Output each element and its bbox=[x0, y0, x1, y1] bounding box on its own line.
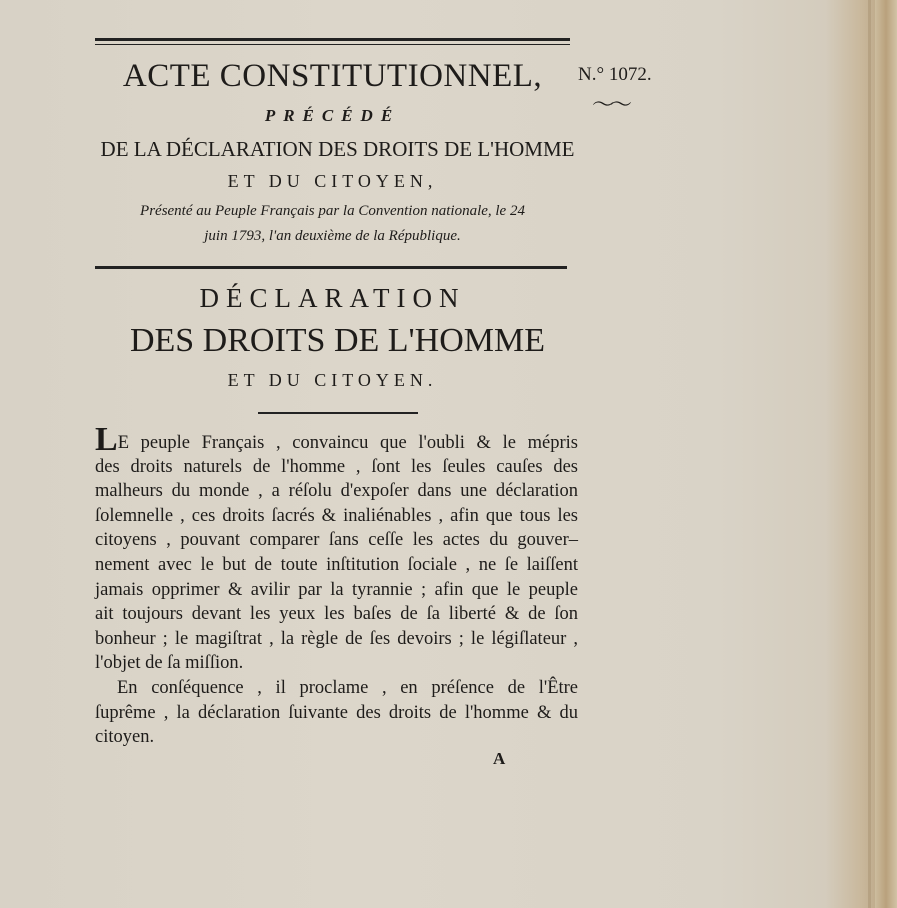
body-line: citoyen. bbox=[95, 727, 155, 748]
signature-mark: A bbox=[493, 749, 506, 768]
subtitle-line-2: ET DU CITOYEN, bbox=[227, 171, 438, 191]
body-line: ſolemnelle , ces droits ſacrés & inaliénables , afin que tous les bbox=[95, 505, 578, 526]
document-number: N.° 1072. bbox=[578, 64, 652, 85]
preamble-text bbox=[95, 421, 578, 750]
presented-line-1: Présenté au Peuple Français par la Convention nationale, le 24 bbox=[140, 203, 525, 219]
body-line: LE peuple Français , convaincu que l'oubli & le mépris bbox=[95, 421, 578, 458]
body-line: bonheur ; le magiſtrat , la règle de ſes devoirs ; le légiſlateur , bbox=[95, 628, 578, 649]
body-line: des droits naturels de l'homme , ſont les ſeules cauſes des bbox=[95, 456, 578, 477]
body-line: ſuprême , la déclaration ſuivante des droits de l'homme & du bbox=[95, 702, 578, 723]
body-line: nement avec le but de toute inſtitution ſociale , ne ſe laiſſent bbox=[95, 554, 578, 575]
body-line: citoyens , pouvant comparer ſans ceſſe les actes du gouver– bbox=[95, 530, 578, 551]
section-heading-1: DÉCLARATION bbox=[199, 283, 466, 313]
page-edge bbox=[875, 0, 897, 908]
section-heading-3: ET DU CITOYEN. bbox=[227, 370, 438, 390]
body-line: l'objet de ſa miſſion. bbox=[95, 653, 244, 674]
precede-label: PRÉCÉDÉ bbox=[264, 106, 401, 125]
subtitle-line-1: DE LA DÉCLARATION DES DROITS DE L'HOMME bbox=[100, 137, 575, 161]
short-rule bbox=[258, 412, 418, 414]
number-underline-mark: 〜〜 bbox=[592, 92, 629, 117]
body-line: ait toujours devant les yeux les baſes de ſa liberté & de ſon bbox=[95, 604, 578, 625]
top-rule-thin bbox=[95, 44, 570, 45]
top-rule bbox=[95, 38, 570, 41]
drop-cap: L bbox=[95, 421, 118, 458]
body-line: jamais opprimer & avilir par la tyrannie ; afin que le peuple bbox=[95, 579, 578, 600]
body-line: malheurs du monde , a réſolu d'expoſer dans une déclaration bbox=[95, 481, 578, 502]
page-fold bbox=[868, 0, 871, 908]
presented-line-2: juin 1793, l'an deuxième de la République. bbox=[204, 228, 461, 244]
section-heading-2: DES DROITS DE L'HOMME bbox=[129, 322, 546, 359]
section-rule bbox=[95, 266, 567, 269]
document-title: ACTE CONSTITUTIONNEL, bbox=[122, 58, 543, 94]
body-line: En conſéquence , il proclame , en préſence de l'Être bbox=[117, 677, 578, 698]
